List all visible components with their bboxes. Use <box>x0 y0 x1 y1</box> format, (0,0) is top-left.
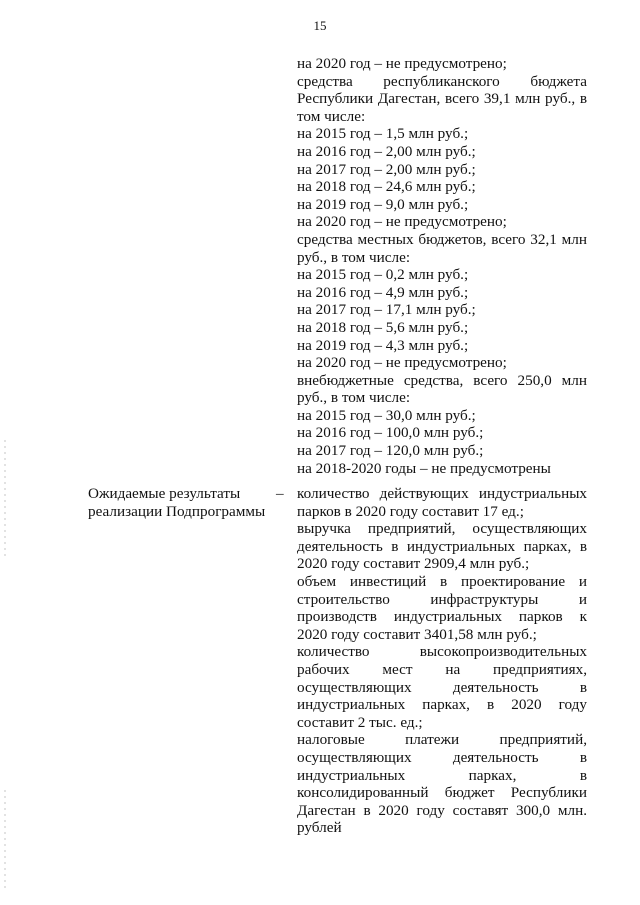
funding-line: на 2018-2020 годы – не предусмотрены <box>297 459 551 477</box>
funding-line: на 2016 год – 100,0 млн руб.; <box>297 424 484 442</box>
result-line: налоговые платежи предприятий, <box>297 731 587 749</box>
funding-line: на 2019 год – 4,3 млн руб.; <box>297 336 469 354</box>
result-line: строительство инфраструктуры и <box>297 590 587 608</box>
funding-line: средства местных бюджетов, всего 32,1 млн <box>297 230 587 248</box>
result-line: индустриальных парках, в 2020 году <box>297 696 587 714</box>
funding-line: том числе: <box>297 107 366 125</box>
funding-line: средства республиканского бюджета <box>297 72 587 90</box>
funding-line: на 2020 год – не предусмотрено; <box>297 354 507 372</box>
result-line: объем инвестиций в проектирование и <box>297 572 587 590</box>
funding-line: на 2017 год – 17,1 млн руб.; <box>297 301 476 319</box>
scan-margin-mark <box>4 440 6 560</box>
result-line: консолидированный бюджет Республики <box>297 784 587 802</box>
funding-line: на 2019 год – 9,0 млн руб.; <box>297 195 469 213</box>
result-line: 2020 году составит 3401,58 млн руб.; <box>297 625 537 643</box>
result-line: индустриальных парках, в <box>297 766 587 784</box>
result-line: количество действующих индустриальных <box>297 485 587 502</box>
result-line: рабочих мест на предприятиях, <box>297 660 587 678</box>
funding-line: на 2015 год – 30,0 млн руб.; <box>297 406 476 424</box>
funding-breakdown-block <box>297 55 587 477</box>
funding-line: на 2017 год – 2,00 млн руб.; <box>297 160 476 178</box>
result-line: выручка предприятий, осуществляющих <box>297 520 587 538</box>
funding-line: на 2020 год – не предусмотрено; <box>297 55 507 72</box>
results-label-line: Ожидаемые результаты <box>88 485 241 502</box>
funding-line: на 2020 год – не предусмотрено; <box>297 213 507 231</box>
funding-line: руб., в том числе: <box>297 248 411 266</box>
funding-line: Республики Дагестан, всего 39,1 млн руб., в <box>297 90 587 108</box>
result-line: 2020 году составит 2909,4 млн руб.; <box>297 555 530 573</box>
result-line: осуществляющих деятельность в <box>297 678 587 696</box>
result-line: Дагестан в 2020 году составят 300,0 млн. <box>297 801 587 819</box>
funding-line: на 2016 год – 4,9 млн руб.; <box>297 283 469 301</box>
funding-line: внебюджетные средства, всего 250,0 млн <box>297 371 587 389</box>
result-line: осуществляющих деятельность в <box>297 748 587 766</box>
funding-line: на 2017 год – 120,0 млн руб.; <box>297 442 484 460</box>
result-line: количество высокопроизводительных <box>297 643 587 661</box>
funding-line: на 2015 год – 1,5 млн руб.; <box>297 125 469 143</box>
result-line: рублей <box>297 819 342 837</box>
result-line: составит 2 тыс. ед.; <box>297 713 423 731</box>
results-label-line: реализации Подпрограммы <box>88 502 266 520</box>
funding-line: на 2015 год – 0,2 млн руб.; <box>297 266 469 284</box>
funding-line: на 2018 год – 24,6 млн руб.; <box>297 178 476 196</box>
result-line: производств индустриальных парков к <box>297 608 587 626</box>
result-line: парков в 2020 году составит 17 ед.; <box>297 502 524 520</box>
results-label <box>88 485 278 520</box>
label-dash: – <box>276 485 284 502</box>
result-line: деятельность в индустриальных парках, в <box>297 537 587 555</box>
expected-results-block <box>297 485 587 837</box>
funding-line: руб., в том числе: <box>297 389 411 407</box>
funding-line: на 2018 год – 5,6 млн руб.; <box>297 318 469 336</box>
page-number: 15 <box>313 18 327 33</box>
funding-line: на 2016 год – 2,00 млн руб.; <box>297 142 476 160</box>
scan-margin-mark <box>4 790 6 890</box>
